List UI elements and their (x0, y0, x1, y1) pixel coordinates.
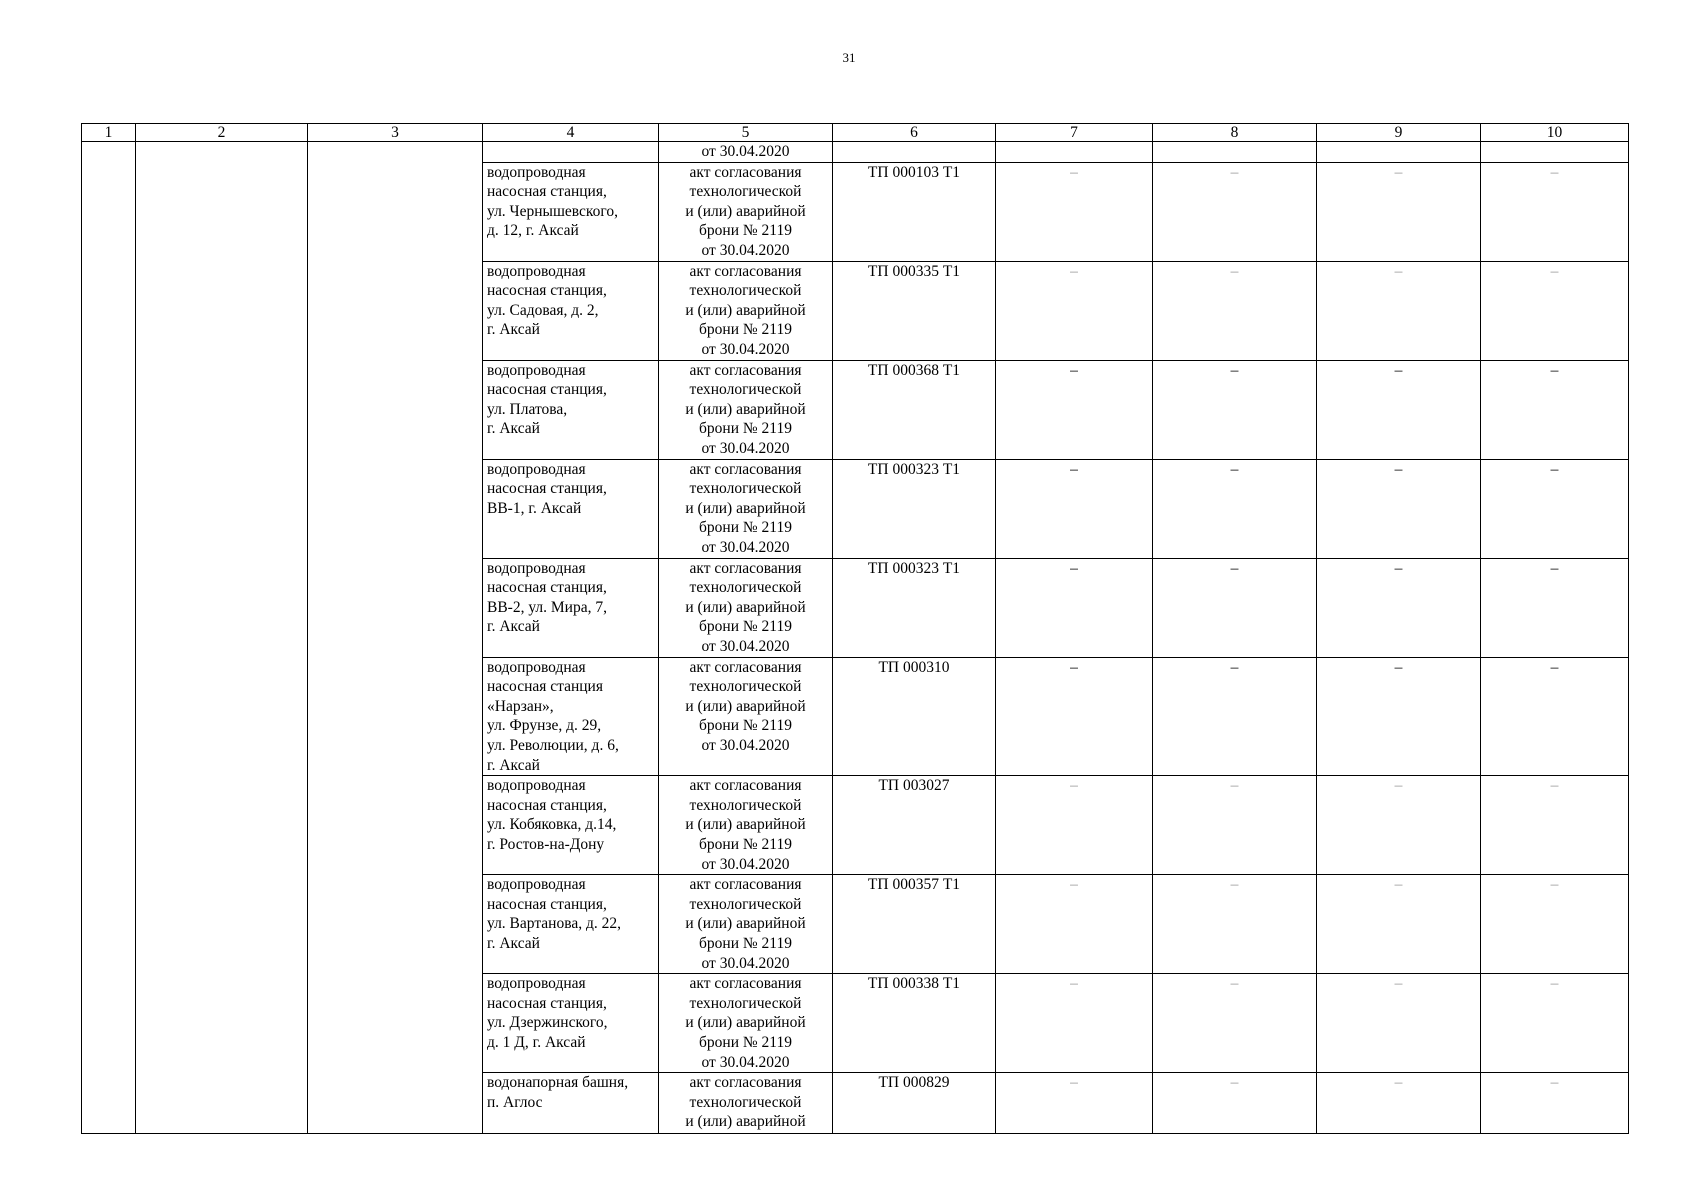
document-cell: акт согласования технологической и (или) аварийной брони № 2119 от 30.04.2020 (659, 261, 833, 360)
col7-cell (996, 360, 1153, 459)
dash-value: – (1550, 777, 1559, 795)
col9-cell (1317, 162, 1481, 261)
col7-cell (996, 875, 1153, 974)
column-header-7: 7 (996, 124, 1153, 142)
document-cell: акт согласования технологической и (или) аварийной брони № 2119 от 30.04.2020 (659, 657, 833, 776)
col10-cell (1481, 1073, 1629, 1134)
dash-value: – (1550, 262, 1559, 280)
object-name-cell: водонапорная башня, п. Аглос (483, 1073, 659, 1134)
col7-cell (996, 459, 1153, 558)
col10-cell (1481, 261, 1629, 360)
col9-cell (1317, 1073, 1481, 1134)
object-name-cell: водопроводная насосная станция, ВВ-2, ул. Мира, 7, г. Аксай (483, 558, 659, 657)
code-cell: ТП 000310 (833, 657, 996, 776)
dash-value: – (1394, 1074, 1403, 1092)
document-cell: акт согласования технологической и (или) аварийной брони № 2119 от 30.04.2020 (659, 776, 833, 875)
col7-cell (996, 261, 1153, 360)
col8-cell (1153, 162, 1317, 261)
dash-value: – (1230, 460, 1239, 478)
object-name-cell: водопроводная насосная станция, ул. Кобяковка, д.14, г. Ростов-на-Дону (483, 776, 659, 875)
col9-cell (1317, 974, 1481, 1073)
col10-cell (1481, 776, 1629, 875)
registry-table (81, 123, 1629, 1134)
col9-cell (1317, 558, 1481, 657)
col7-cell (996, 776, 1153, 875)
col8-cell (1153, 657, 1317, 776)
code-cell: ТП 000323 Т1 (833, 558, 996, 657)
object-name-cell: водопроводная насосная станция «Нарзан», ул. Фрунзе, д. 29, ул. Революции, д. 6, г. Аксай (483, 657, 659, 776)
cell-col1-merged (82, 142, 136, 1134)
dash-value: – (1070, 876, 1078, 894)
document-cell: акт согласования технологической и (или) аварийной брони № 2119 от 30.04.2020 (659, 360, 833, 459)
col10-cell (1481, 657, 1629, 776)
col7-cell (996, 974, 1153, 1073)
continued-row (82, 142, 1629, 163)
col7-cell (996, 558, 1153, 657)
dash-value: – (1550, 876, 1559, 894)
col8-cell (1153, 776, 1317, 875)
dash-value: – (1550, 1074, 1559, 1092)
column-header-10: 10 (1481, 124, 1629, 142)
dash-value: – (1550, 975, 1559, 993)
dash-value: – (1230, 658, 1239, 676)
col8-cell (1153, 974, 1317, 1073)
dash-value: – (1394, 876, 1403, 894)
col10-cell (1481, 360, 1629, 459)
col9-cell (1317, 776, 1481, 875)
code-cell: ТП 000368 Т1 (833, 360, 996, 459)
dash-value: – (1230, 1074, 1239, 1092)
dash-value: – (1394, 777, 1403, 795)
col7-cell (996, 162, 1153, 261)
cell-continued-col5: от 30.04.2020 (659, 142, 833, 163)
code-cell: ТП 000357 Т1 (833, 875, 996, 974)
dash-value: – (1230, 975, 1239, 993)
dash-value: – (1070, 460, 1078, 478)
column-header-4: 4 (483, 124, 659, 142)
col8-cell (1153, 459, 1317, 558)
dash-value: – (1394, 262, 1403, 280)
dash-value: – (1070, 163, 1078, 181)
cell-continued-col7 (996, 142, 1153, 163)
col8-cell (1153, 360, 1317, 459)
code-cell: ТП 000338 Т1 (833, 974, 996, 1073)
column-header-3: 3 (308, 124, 483, 142)
column-header-5: 5 (659, 124, 833, 142)
cell-continued-col8 (1153, 142, 1317, 163)
col10-cell (1481, 459, 1629, 558)
dash-value: – (1550, 658, 1559, 676)
dash-value: – (1070, 777, 1078, 795)
col7-cell (996, 657, 1153, 776)
column-header-1: 1 (82, 124, 136, 142)
code-cell: ТП 000335 Т1 (833, 261, 996, 360)
object-name-cell: водопроводная насосная станция, ул. Платова, г. Аксай (483, 360, 659, 459)
col9-cell (1317, 360, 1481, 459)
document-cell: акт согласования технологической и (или) аварийной (659, 1073, 833, 1134)
dash-value: – (1230, 262, 1239, 280)
col8-cell (1153, 875, 1317, 974)
dash-value: – (1230, 361, 1239, 379)
dash-value: – (1550, 361, 1559, 379)
col7-cell (996, 1073, 1153, 1134)
code-cell: ТП 000829 (833, 1073, 996, 1134)
col8-cell (1153, 558, 1317, 657)
cell-continued-col4 (483, 142, 659, 163)
col10-cell (1481, 558, 1629, 657)
dash-value: – (1230, 559, 1239, 577)
cell-continued-col6 (833, 142, 996, 163)
column-header-2: 2 (136, 124, 308, 142)
column-header-6: 6 (833, 124, 996, 142)
dash-value: – (1394, 460, 1403, 478)
dash-value: – (1550, 163, 1559, 181)
col9-cell (1317, 261, 1481, 360)
dash-value: – (1550, 460, 1559, 478)
col8-cell (1153, 261, 1317, 360)
cell-col3-merged (308, 142, 483, 1134)
dash-value: – (1070, 658, 1078, 676)
column-header-9: 9 (1317, 124, 1481, 142)
document-cell: акт согласования технологической и (или) аварийной брони № 2119 от 30.04.2020 (659, 875, 833, 974)
col10-cell (1481, 875, 1629, 974)
column-header-8: 8 (1153, 124, 1317, 142)
column-number-row (82, 124, 1629, 142)
col10-cell (1481, 162, 1629, 261)
dash-value: – (1230, 777, 1239, 795)
document-cell: акт согласования технологической и (или) аварийной брони № 2119 от 30.04.2020 (659, 974, 833, 1073)
dash-value: – (1394, 361, 1403, 379)
object-name-cell: водопроводная насосная станция, ул. Вартанова, д. 22, г. Аксай (483, 875, 659, 974)
dash-value: – (1230, 163, 1239, 181)
document-cell: акт согласования технологической и (или) аварийной брони № 2119 от 30.04.2020 (659, 558, 833, 657)
dash-value: – (1070, 559, 1078, 577)
code-cell: ТП 003027 (833, 776, 996, 875)
object-name-cell: водопроводная насосная станция, ул. Дзержинского, д. 1 Д, г. Аксай (483, 974, 659, 1073)
dash-value: – (1070, 262, 1078, 280)
object-name-cell: водопроводная насосная станция, ВВ-1, г. Аксай (483, 459, 659, 558)
page-number: 31 (842, 50, 856, 65)
dash-value: – (1070, 361, 1078, 379)
dash-value: – (1070, 1074, 1078, 1092)
col10-cell (1481, 974, 1629, 1073)
dash-value: – (1070, 975, 1078, 993)
document-cell: акт согласования технологической и (или) аварийной брони № 2119 от 30.04.2020 (659, 459, 833, 558)
document-cell: акт согласования технологической и (или) аварийной брони № 2119 от 30.04.2020 (659, 162, 833, 261)
col9-cell (1317, 657, 1481, 776)
col8-cell (1153, 1073, 1317, 1134)
dash-value: – (1230, 876, 1239, 894)
cell-col2-merged (136, 142, 308, 1134)
code-cell: ТП 000323 Т1 (833, 459, 996, 558)
dash-value: – (1550, 559, 1559, 577)
dash-value: – (1394, 975, 1403, 993)
col9-cell (1317, 875, 1481, 974)
dash-value: – (1394, 559, 1403, 577)
code-cell: ТП 000103 Т1 (833, 162, 996, 261)
col9-cell (1317, 459, 1481, 558)
cell-continued-col10 (1481, 142, 1629, 163)
dash-value: – (1394, 658, 1403, 676)
dash-value: – (1394, 163, 1403, 181)
object-name-cell: водопроводная насосная станция, ул. Садовая, д. 2, г. Аксай (483, 261, 659, 360)
cell-continued-col9 (1317, 142, 1481, 163)
object-name-cell: водопроводная насосная станция, ул. Чернышевского, д. 12, г. Аксай (483, 162, 659, 261)
